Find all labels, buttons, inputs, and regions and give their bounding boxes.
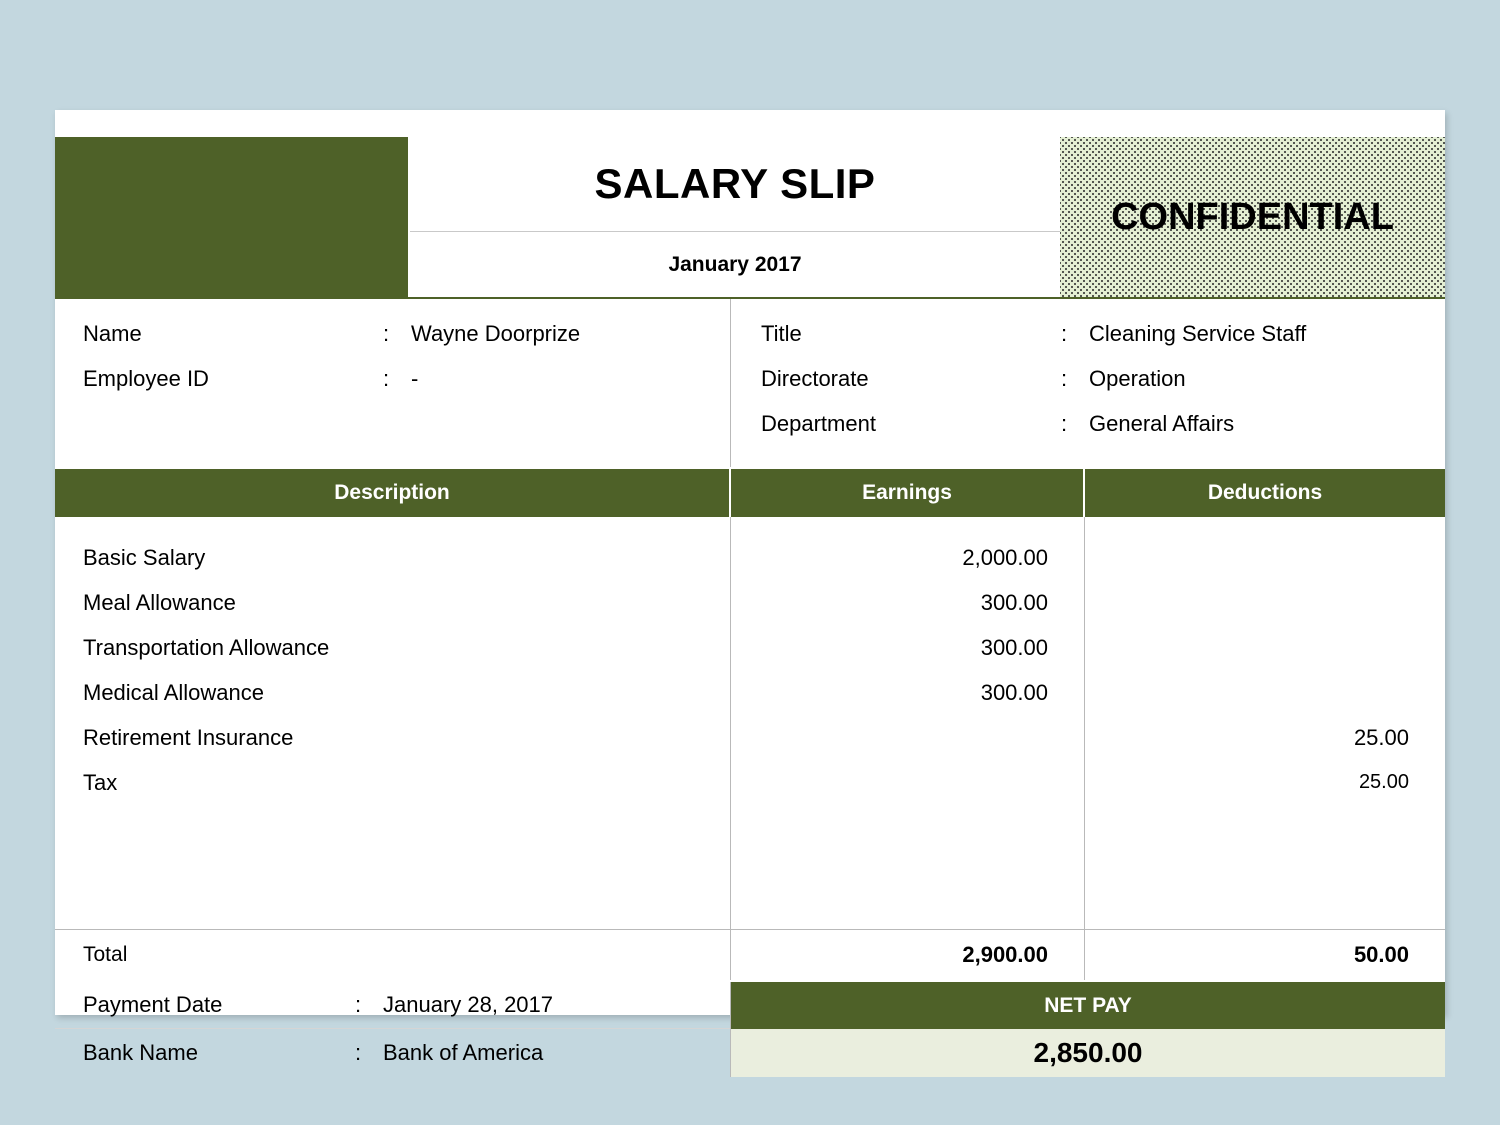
field-employee-id-label: Employee ID (83, 366, 209, 391)
field-payment-date (55, 982, 730, 1029)
column-earnings (731, 517, 1085, 929)
employee-info-right (731, 299, 1445, 467)
payment-details (55, 982, 731, 1077)
field-bank-name-value: Bank of America (383, 1039, 544, 1065)
deductions-cell: 25.00 (1358, 771, 1409, 793)
pay-period: January 2017 (668, 252, 802, 276)
table-row: Tax (83, 770, 118, 795)
total-deductions-value: 50.00 (1353, 942, 1409, 967)
field-employee-id (83, 366, 730, 411)
field-bank-name-colon: : (355, 1039, 362, 1065)
field-bank-name-label: Bank Name (83, 1039, 198, 1065)
field-name (83, 321, 730, 366)
earnings-cell: 300.00 (980, 680, 1048, 705)
deductions-cell (1085, 670, 1445, 715)
deductions-cell: 25.00 (1353, 725, 1409, 750)
earnings-cell (731, 715, 1084, 760)
net-pay-value: 2,850.00 (731, 1029, 1445, 1077)
earnings-cell: 300.00 (980, 635, 1048, 660)
column-header-deductions: Deductions (1207, 481, 1323, 504)
employee-info-left (55, 299, 731, 467)
salary-slip-document (55, 110, 1445, 1068)
field-directorate-label: Directorate (761, 366, 869, 391)
column-header-description: Description (55, 469, 731, 517)
field-title-value: Cleaning Service Staff (1089, 321, 1307, 346)
table-row: Medical Allowance (83, 680, 264, 705)
field-title-label: Title (761, 321, 802, 346)
earnings-cell: 300.00 (980, 590, 1048, 615)
confidential-badge: CONFIDENTIAL (1060, 137, 1445, 297)
totals-row (55, 930, 1445, 982)
field-name-colon: : (383, 321, 390, 346)
document-header (55, 137, 1445, 297)
title-block (410, 137, 1060, 297)
field-name-value: Wayne Doorprize (411, 321, 581, 346)
field-title-colon: : (1061, 321, 1068, 346)
column-deductions (1085, 517, 1445, 929)
field-department-label: Department (761, 411, 876, 436)
field-department-colon: : (1061, 411, 1068, 436)
earnings-cell: 2,000.00 (962, 545, 1048, 570)
line-items (55, 517, 1445, 930)
field-bank-name (55, 1029, 730, 1076)
logo-placeholder-block (55, 137, 410, 297)
field-department (761, 411, 1445, 456)
deductions-cell (1085, 625, 1445, 670)
table-row: Basic Salary (83, 545, 206, 570)
table-row: Transportation Allowance (83, 635, 330, 660)
employee-info (55, 297, 1445, 469)
field-payment-date-label: Payment Date (83, 992, 223, 1017)
earnings-cell (731, 760, 1084, 805)
table-row: Meal Allowance (83, 590, 236, 615)
table-header-row (55, 469, 1445, 517)
field-employee-id-colon: : (383, 366, 390, 391)
field-payment-date-colon: : (355, 992, 362, 1017)
net-pay-label: NET PAY (731, 982, 1445, 1029)
net-pay-block (731, 982, 1445, 1077)
table-row: Retirement Insurance (83, 725, 294, 750)
total-label: Total (55, 930, 731, 980)
field-directorate-colon: : (1061, 366, 1068, 391)
field-directorate-value: Operation (1089, 366, 1186, 391)
field-payment-date-value: January 28, 2017 (383, 992, 554, 1017)
page-title: SALARY SLIP (410, 137, 1060, 232)
deductions-cell (1085, 535, 1445, 580)
field-employee-id-value: - (411, 366, 419, 391)
total-earnings-value: 2,900.00 (731, 930, 1085, 980)
deductions-cell (1085, 580, 1445, 625)
column-description (55, 517, 731, 929)
document-footer (55, 982, 1445, 1077)
column-header-earnings: Earnings (731, 469, 1085, 517)
field-title (761, 321, 1445, 366)
field-name-label: Name (83, 321, 142, 346)
field-department-value: General Affairs (1089, 411, 1235, 436)
field-directorate (761, 366, 1445, 411)
